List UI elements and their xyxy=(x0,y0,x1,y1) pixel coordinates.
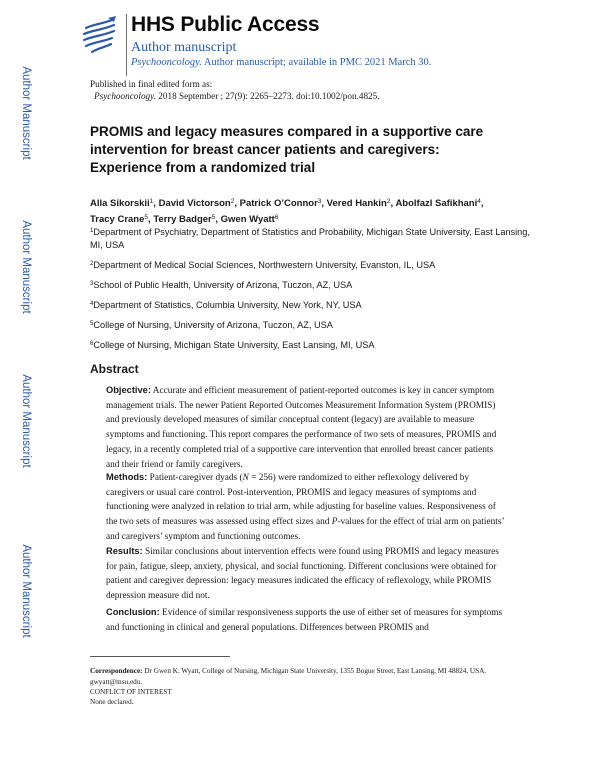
abstract-objective: Objective: Accurate and efficient measurement of patient-reported outcomes is key in cancer symptom management trials. The newer Patient Reported Outcomes Measurement Information System (PROMIS) and previously developed measures of similar conceptual content (legacy) are available to measure symptoms and functioning. This report compares the performance of two sets of measures, PROMIS and legacy, in a recently completed trial of a supportive care intervention that enrolled breast cancer patients and their friend or family caregivers. xyxy=(106,385,497,470)
abstract-methods: Methods: Patient-caregiver dyads (N = 256) were randomized to either reflexology delivered by caregivers or usual care control. Post-intervention, PROMIS and legacy measures of symptoms and functioning were analyzed in relation to trial arm, while adjusting for baseline values. Responsiveness of the two sets of measures was assessed using effect sizes and P-values for the effect of trial arm on patients’ and caregivers’ symptom and functioning outcomes. xyxy=(106,472,504,542)
header-title: HHS Public Access xyxy=(131,13,320,36)
header-subtitle: Author manuscript xyxy=(131,40,237,55)
affiliation: $^6$College of Nursing, Michigan State University, East Lansing, MI, USA xyxy=(90,340,375,350)
author: Alla Sikorskii xyxy=(90,198,150,209)
abstract-conclusion: Conclusion: Evidence of similar responsiveness supports the use of either set of measures for symptoms and functioning in clinical and general populations. Differences between PROMIS and xyxy=(106,607,503,633)
affiliation: $^3$School of Public Health, University of Arizona, Tuczon, AZ, USA xyxy=(90,280,353,290)
affiliation: $^2$Department of Medical Social Sciences, Northwestern University, Evanston, IL, USA xyxy=(90,260,436,270)
conflict-heading: CONFLICT OF INTEREST xyxy=(90,688,172,696)
affiliation: $^1$Department of Psychiatry, Department of Statistics and Probability, Michigan State University, East Lansing, MI, USA xyxy=(90,227,530,250)
header-journal-line xyxy=(131,57,431,68)
correspondence-note: Correspondence: Dr Gwen K. Wyatt, College of Nursing, Michigan State University, 1355 Bogue Street, East Lansing, MI 48824, USA. gwyatt@msu.edu. xyxy=(90,667,487,686)
author: David Victorson xyxy=(158,198,231,209)
author-list: Alla Sikorskii$^1$, David Victorson$^2$, Patrick O’Connor$^3$, Vered Hankin$^2$, Abolfazl Safikhani$^4$, Tracy Crane$^5$, Terry Badger$^5$, Gwen Wyatt$^6$ xyxy=(90,198,484,225)
conflict-text: None declared. xyxy=(90,698,134,706)
citation-line xyxy=(94,91,380,101)
citation-details: 2018 September ; 27(9): 2265–2273. doi:10.1002/pon.4825. xyxy=(156,91,380,101)
author: Gwen Wyatt xyxy=(220,214,275,225)
header-divider xyxy=(126,14,127,76)
author: Patrick O’Connor xyxy=(239,198,318,209)
availability-text: Author manuscript; available in PMC 2021 March 30. xyxy=(201,57,432,68)
author: Terry Badger xyxy=(153,214,212,225)
author: Vered Hankin xyxy=(326,198,387,209)
article-title: PROMIS and legacy measures compared in a supportive care intervention for breast cancer patients and caregivers: Experience from a randomized trial xyxy=(90,124,484,175)
affiliation: $^5$College of Nursing, University of Arizona, Tuczon, AZ, USA xyxy=(90,320,333,330)
published-label: Published in final edited form as: xyxy=(90,79,213,89)
journal-name: Psychooncology. xyxy=(131,57,202,68)
affiliation: $^4$Department of Statistics, Columbia University, New York, NY, USA xyxy=(90,300,362,310)
footnote-divider xyxy=(90,656,230,657)
hhs-eagle-icon xyxy=(78,14,122,60)
abstract-results: Results: Similar conclusions about intervention effects were found using PROMIS and legacy measures for pain, fatigue, sleep, anxiety, physical, and social functioning. Different conclusions were obtained for patient and caregiver depression: legacy measures indicated the efficacy of reflexology, while PROMIS depression measure did not. xyxy=(106,546,499,602)
author: Abolfazl Safikhani xyxy=(395,198,478,209)
abstract-heading: Abstract xyxy=(90,362,139,376)
citation-journal: Psychooncology. xyxy=(94,91,156,101)
author: Tracy Crane xyxy=(90,214,145,225)
